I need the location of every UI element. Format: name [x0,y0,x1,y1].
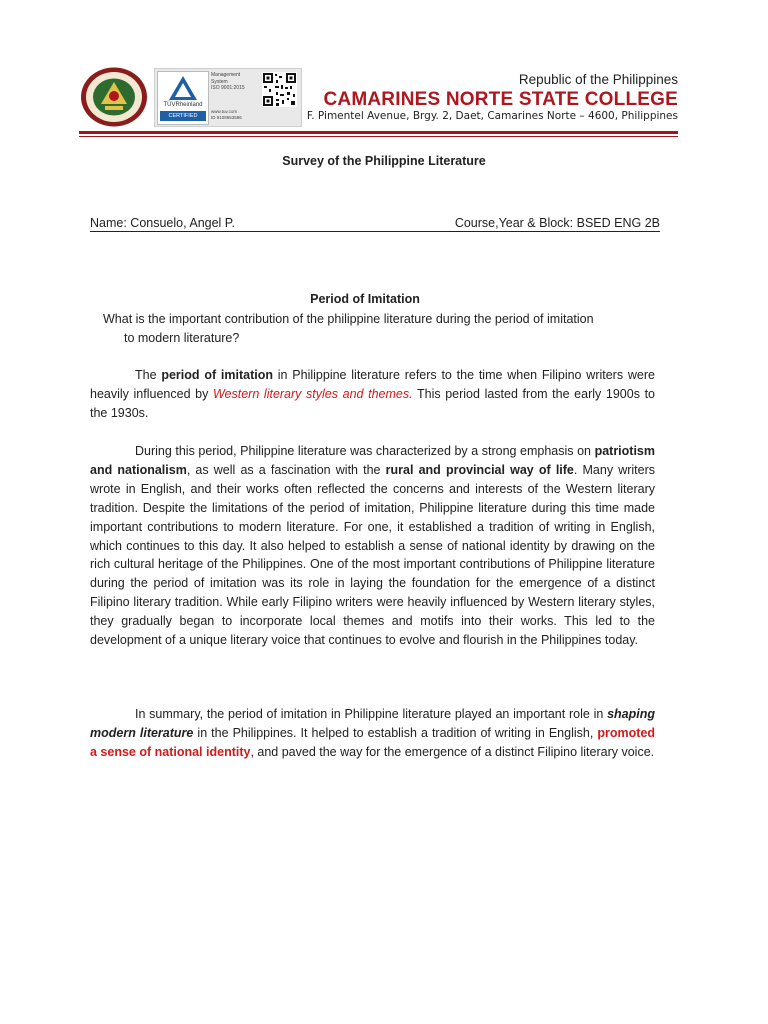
iso-certification-badge [154,68,302,127]
p2-text-2: , as well as a fascination with the [186,462,386,477]
student-info-line [90,215,660,232]
cert-text [211,72,261,120]
p1-text-3: This period lasted from the early 1900s to the 1930s. [90,386,656,420]
cert-line1: Management [211,72,241,78]
college-address: F. Pimentel Avenue, Brgy. 2, Daet, Camarines Norte – 4600, Philippines [306,110,678,122]
tuv-triangle-icon [168,75,198,101]
p2-text-1: During this period, Philippine literature was characterized by a strong emphasis on [135,444,595,458]
p2-text-3: . Many writers wrote in English, and their works often reflected the concerns and interests of the Western literary tradition. Despite the limitations of the period of imitation, Philippine literature during this time made important contributions to modern literature. For one, it established a tradition of writing in English, which continues to this day. It also helped to establish a sense of national identity by drawing on the rich cultural heritage of the Philippines. One of the most important contributions of Philippine literature during the period of imitation was its role in laying the foundation for the emergence of a distinct Filipino literary tradition. While early Filipino writers were heavily influenced by Western literary styles, they gradually began to incorporate local themes and motifs into their works. This led to the development of a unique literary voice that continues to evolve and flourish in the Philippines today. [90,462,656,648]
question-line2: to modern literature? [124,330,240,345]
tuv-name: TÜVRheinland [163,102,203,108]
section-title: Period of Imitation [310,292,420,306]
p3-text-2: in the Philippines. It helped to establish a tradition of writing in English, [193,725,598,740]
cert-url: www.tuv.com [211,109,238,114]
document-title: Survey of the Philippine Literature [282,154,486,168]
tuv-badge [157,71,209,125]
p1-text-2: in Philippine literature refers to the time when Filipino writers were heavily influenced by [90,368,655,401]
cert-line3: ISO 9001:2015 [211,85,245,91]
qr-code-icon [262,72,297,107]
paragraph-1 [90,366,655,423]
p1-highlight-1: Western literary styles and themes. [212,386,413,401]
p3-highlight-1: promoted a sense of national identity [90,725,655,759]
p2-bold-1: patriotism and nationalism [90,444,655,477]
college-seal-icon [79,66,149,128]
p3-text-3: , and paved the way for the emergence of a distinct Filipino literary voice. [250,744,655,759]
course-year-block: Course,Year & Block: BSED ENG 2B [454,216,660,230]
tuv-certified-label: CERTIFIED [160,111,206,121]
student-name: Name: Consuelo, Angel P. [90,216,236,230]
cert-line2: System [211,78,228,85]
header-divider-thick [79,131,678,134]
p3-bold-italic-1: shaping modern literature [90,707,655,740]
p1-bold-1: period of imitation [161,368,273,382]
p3-text-1: In summary, the period of imitation in Philippine literature played an important role in [135,707,608,721]
question [103,310,663,347]
p2-bold-2: rural and provincial way of life [385,462,574,477]
republic-label: Republic of the Philippines [518,72,678,87]
question-line1: What is the important contribution of the philippine literature during the period of imitation [103,312,594,326]
letterhead [0,0,768,145]
cert-id: ID 9108653586 [211,114,242,120]
p1-text-1: The [135,368,162,382]
paragraph-3 [90,705,655,762]
college-name: CAMARINES NORTE STATE COLLEGE [323,89,678,110]
paragraph-2 [90,442,655,650]
header-divider-thin [79,136,678,137]
